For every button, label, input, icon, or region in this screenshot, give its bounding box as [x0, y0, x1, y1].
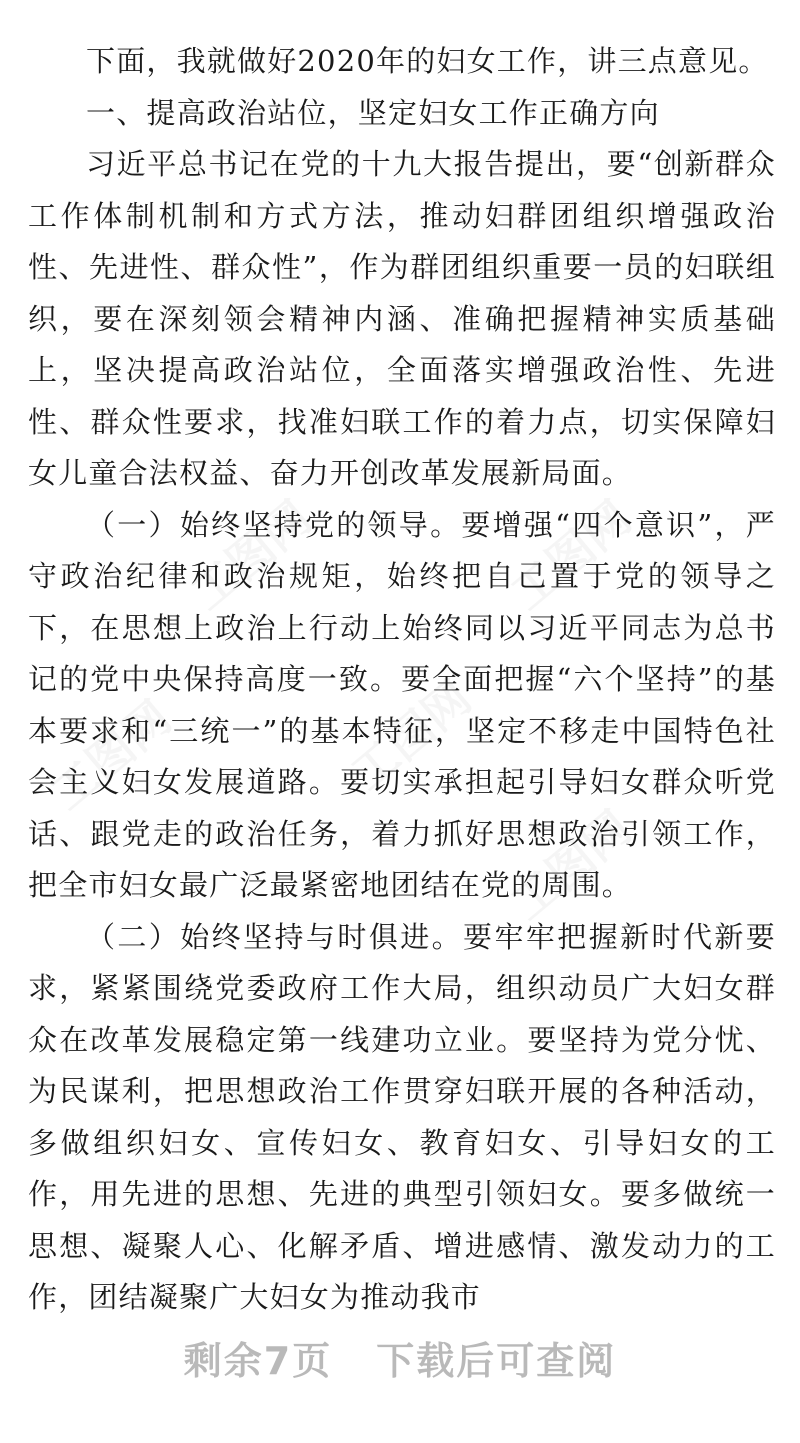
paragraph-body-1: 习近平总书记在党的十九大报告提出，要“创新群众工作体制机制和方式方法，推动妇群团组织增强政治性、先进性、群众性”，作为群团组织重要一员的妇联组织，要在深刻领会精神内涵、准确把握精神实质基础上，坚决提高政治站位，全面落实增强政治性、先进性、群众性要求，找准妇联工作的着力点，切实保障妇女儿童合法权益、奋力开创改革发展新局面。: [28, 147, 776, 490]
download-to-view-text: 下载后可查阅: [376, 1339, 617, 1383]
paragraph-item-2: （二）始终坚持与时俱进。要牢牢把握新时代新要求，紧紧围绕党委政府工作大局，组织动员广大妇女群众在改革发展稳定第一线建功立业。要坚持为党分忧、为民谋利，把思想政治工作贯穿妇联开展的各种活动，多做组织妇女、宣传妇女、教育妇女、引导妇女的工作，用先进的思想、先进的典型引领妇女。要多做统一思想、凝聚人心、化解矛盾、增进感情、激发动力的工作，团结凝聚广大妇女为推动我市: [28, 919, 776, 1314]
remaining-pages-text: 剩余7页: [183, 1339, 333, 1383]
paragraph-intro: 下面，我就做好2020年的妇女工作，讲三点意见。: [86, 44, 769, 78]
document-body: [28, 36, 776, 1324]
section-heading-1: 一、提高政治站位，坚定妇女工作正确方向: [86, 95, 660, 130]
download-prompt[interactable]: [0, 1330, 800, 1385]
paragraph-item-1: （一）始终坚持党的领导。要增强“四个意识”，严守政治纪律和政治规矩，始终把自己置于党的领导之下，在思想上政治上行动上始终同以习近平同志为总书记的党中央保持高度一致。要全面把握“六个坚持”的基本要求和“三统一”的基本特征，坚定不移走中国特色社会主义妇女发展道路。要切实承担起引导妇女群众听党话、跟党走的政治任务，着力抓好思想政治引领工作，把全市妇女最广泛最紧密地团结在党的周围。: [28, 507, 776, 902]
